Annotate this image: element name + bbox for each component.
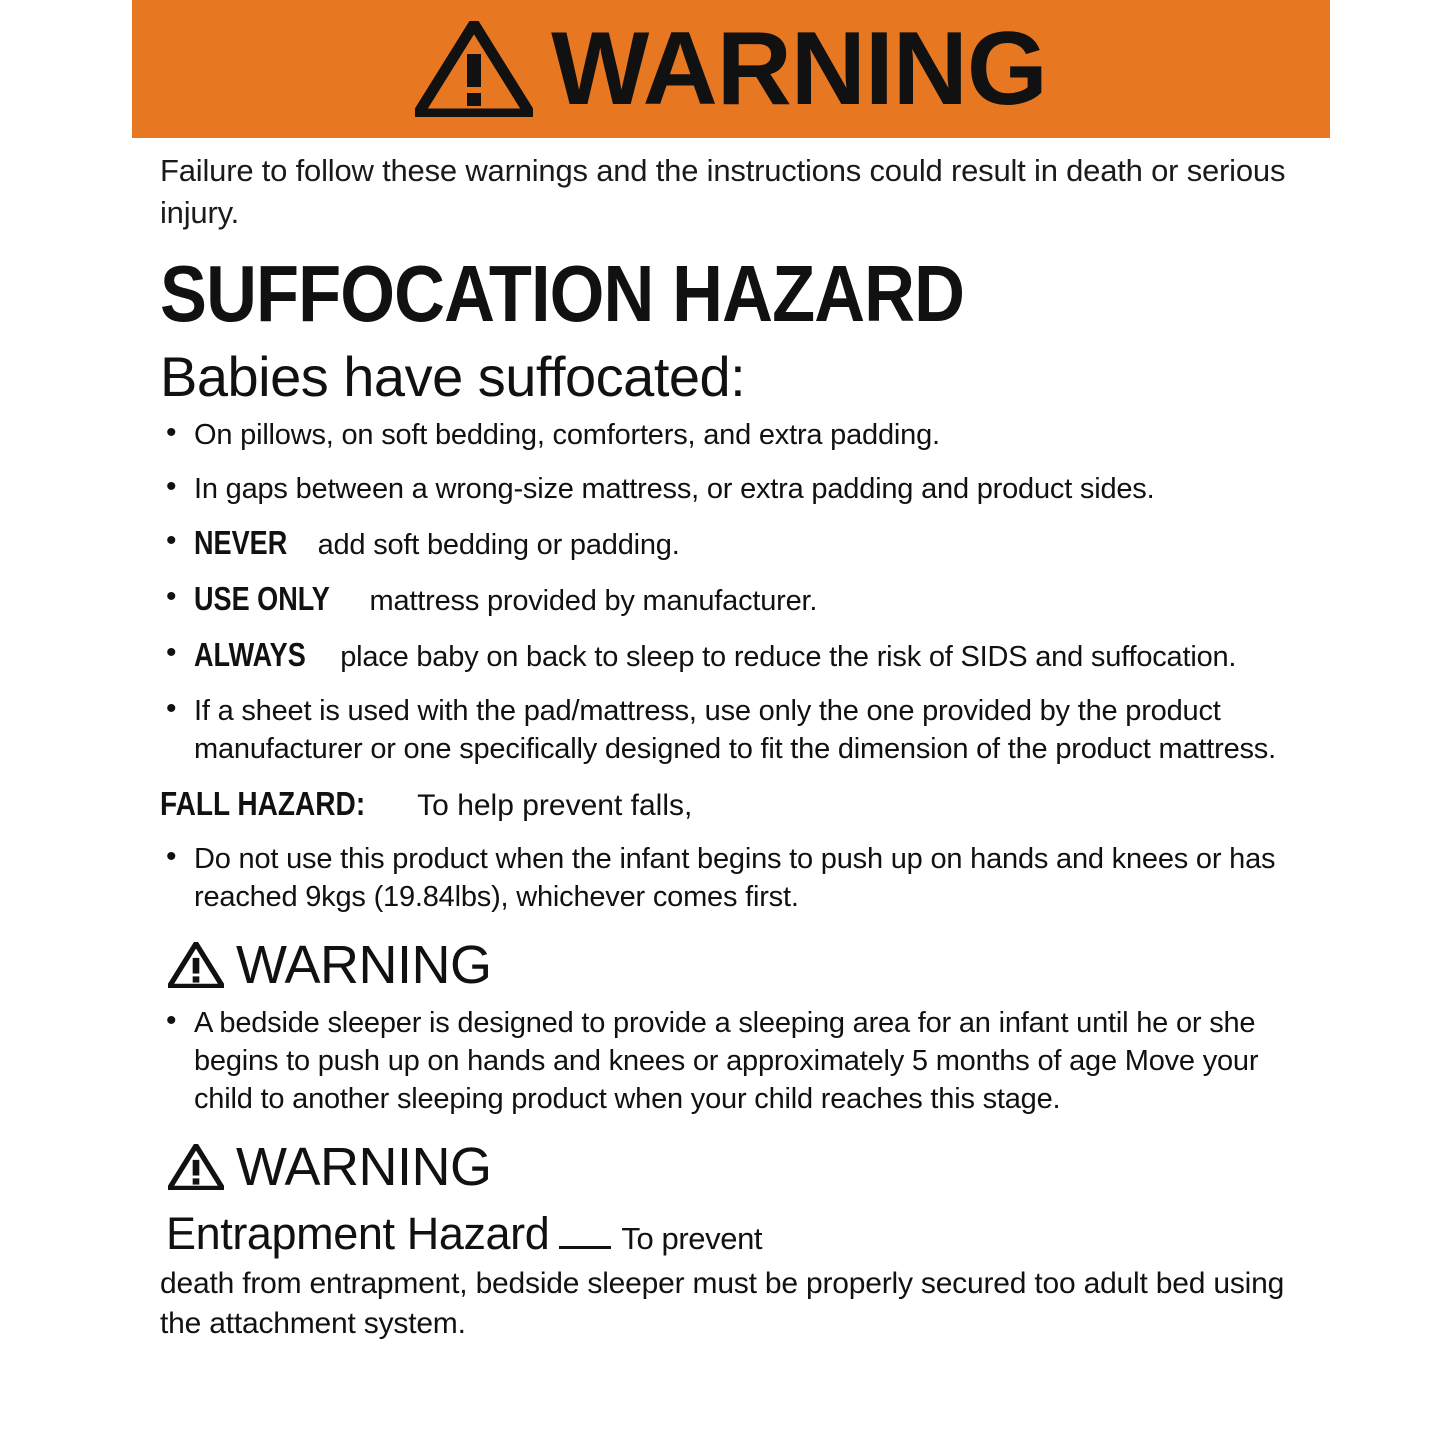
bullet-text: If a sheet is used with the pad/mattress, use only the one provided by the product manufacturer or one specifically designed to fit the dimension of the product mattress.: [194, 695, 1276, 765]
warning-word-two: WARNING: [236, 935, 492, 995]
suffocation-hazard-title: SUFFOCATION HAZARD: [160, 249, 965, 338]
bullet-text: On pillows, on soft bedding, comforters, and extra padding.: [194, 419, 940, 451]
entrapment-suffix: To prevent: [621, 1221, 763, 1256]
bullet-keyword: NEVER: [194, 524, 288, 561]
list-item: [160, 580, 1320, 620]
bullet-keyword: ALWAYS: [194, 636, 306, 673]
list-item: [160, 692, 1320, 768]
warning-word-three: WARNING: [236, 1137, 492, 1197]
list-item: [160, 636, 1320, 676]
warning-triangle-icon: [168, 942, 224, 988]
fall-hazard-label: FALL HAZARD:: [160, 785, 366, 822]
fall-hazard-bullet-list: [160, 840, 1320, 916]
bullet-text: add soft bedding or padding.: [317, 529, 680, 561]
list-item: [160, 840, 1320, 916]
warning-two-bullet-list: [160, 1004, 1320, 1118]
em-dash: [559, 1246, 611, 1249]
fall-hazard-heading: [160, 784, 1320, 826]
banner-word: WARNING: [551, 11, 1047, 127]
list-item: [160, 416, 1320, 454]
warning-triangle-icon: [168, 1144, 224, 1190]
entrapment-heading: [166, 1206, 1320, 1262]
warning-header-three: [168, 1138, 1320, 1196]
entrapment-title: Entrapment Hazard: [166, 1208, 550, 1259]
list-item: [160, 470, 1320, 508]
fall-hazard-lead: To help prevent falls,: [417, 789, 693, 822]
suffocation-subhead: Babies have suffocated:: [160, 345, 746, 408]
bullet-text: place baby on back to sleep to reduce the risk of SIDS and suffocation.: [340, 641, 1237, 673]
bullet-text: mattress provided by manufacturer.: [369, 585, 818, 617]
list-item: [160, 1004, 1320, 1118]
warning-triangle-icon: [415, 21, 533, 117]
bullet-text: A bedside sleeper is designed to provide a sleeping area for an infant until he or she begins to push up on hands and knees or approximately 5 months of age Move your child to another sleeping product when your child reaches this stage.: [194, 1007, 1259, 1115]
warning-header-two: [168, 936, 1320, 994]
bullet-text: In gaps between a wrong-size mattress, or extra padding and product sides.: [194, 473, 1155, 505]
bullet-keyword: USE ONLY: [194, 580, 330, 617]
label-body: [160, 150, 1320, 1344]
intro-text: Failure to follow these warnings and the instructions could result in death or serious injury.: [160, 153, 1286, 230]
bullet-text: Do not use this product when the infant begins to push up on hands and knees or has reached 9kgs (19.84lbs), whichever comes first.: [194, 843, 1276, 913]
suffocation-bullet-list: [160, 416, 1320, 768]
list-item: [160, 524, 1320, 564]
warning-banner: [132, 0, 1330, 138]
entrapment-body: death from entrapment, bedside sleeper must be properly secured too adult bed using the attachment system.: [160, 1267, 1285, 1340]
